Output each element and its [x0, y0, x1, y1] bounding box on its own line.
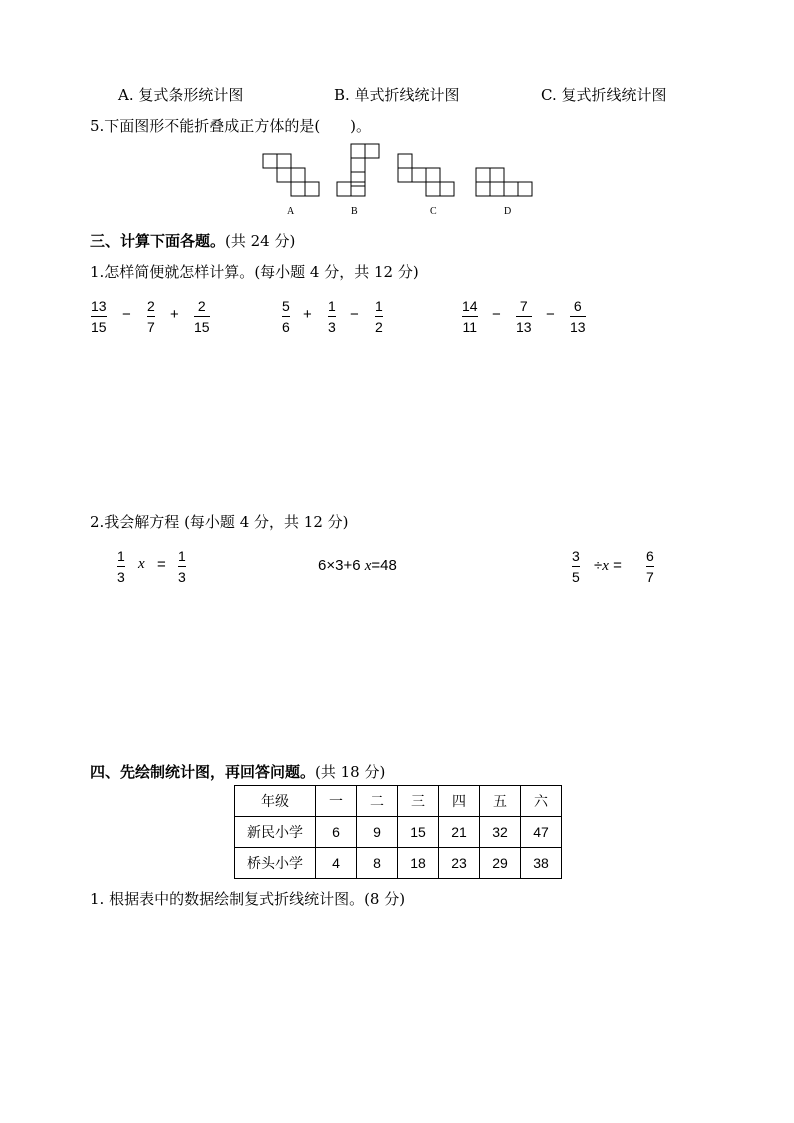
section-3-score: (共 24 分)	[225, 232, 296, 250]
net-c	[398, 154, 454, 196]
equation-2: 6×3+6 x=48	[318, 557, 397, 574]
cube-net-figures	[255, 140, 545, 200]
figure-label-a: A	[287, 206, 295, 217]
grade-table	[234, 785, 562, 879]
fraction: 3 5	[572, 548, 580, 585]
table-header: 一	[316, 786, 357, 817]
option-b: B. 单式折线统计图	[334, 86, 460, 104]
section-4-heading	[90, 761, 385, 782]
row-label: 桥头小学	[235, 848, 316, 879]
table-cell: 21	[439, 817, 480, 848]
net-d	[476, 168, 532, 196]
section-3-title: 三、计算下面各题。	[90, 232, 226, 250]
operator: +	[170, 306, 179, 323]
section-3-heading	[90, 230, 295, 251]
table-cell: 15	[398, 817, 439, 848]
fraction: 2 15	[194, 298, 210, 335]
table-header: 二	[357, 786, 398, 817]
variable-x: x	[364, 558, 372, 574]
operator: +	[303, 306, 312, 323]
table-row	[235, 848, 562, 879]
table-cell: 6	[316, 817, 357, 848]
table-cell: 38	[521, 848, 562, 879]
table-header: 五	[480, 786, 521, 817]
table-cell: 9	[357, 817, 398, 848]
table-header-row	[235, 786, 562, 817]
table-cell: 18	[398, 848, 439, 879]
fraction: 1 3	[328, 298, 336, 335]
variable-x: x	[138, 556, 145, 572]
question-5: 5.下面图形不能折叠成正方体的是( )。	[90, 117, 372, 135]
table-header: 六	[521, 786, 562, 817]
net-a	[263, 154, 319, 196]
operator: −	[122, 306, 131, 323]
figure-label-d: D	[504, 206, 512, 217]
section-4-sub1: 1. 根据表中的数据绘制复式折线统计图。(8 分)	[90, 890, 406, 908]
table-cell: 23	[439, 848, 480, 879]
row-label: 新民小学	[235, 817, 316, 848]
figure-label-c: C	[430, 206, 437, 217]
fraction: 1 3	[117, 548, 125, 585]
fraction: 1 2	[375, 298, 383, 335]
table-row	[235, 817, 562, 848]
section-3-sub1: 1.怎样简便就怎样计算。(每小题 4 分，共 12 分)	[90, 263, 419, 281]
fraction: 5 6	[282, 298, 290, 335]
fraction: 2 7	[147, 298, 155, 335]
fraction: 6 13	[570, 298, 586, 335]
table-cell: 29	[480, 848, 521, 879]
table-cell: 4	[316, 848, 357, 879]
section-3-sub2: 2.我会解方程 (每小题 4 分，共 12 分)	[90, 513, 349, 531]
operator: −	[546, 306, 555, 323]
equals-sign: =	[157, 556, 166, 573]
option-c: C. 复式折线统计图	[541, 86, 667, 104]
operator: −	[492, 306, 501, 323]
table-cell: 8	[357, 848, 398, 879]
operator: −	[350, 306, 359, 323]
figure-label-b: B	[351, 206, 358, 217]
fraction: 13 15	[91, 298, 107, 335]
fraction: 6 7	[646, 548, 654, 585]
section-4-title: 四、先绘制统计图，再回答问题。	[90, 763, 316, 781]
equation-3-middle: ÷x =	[594, 557, 622, 574]
table-header: 三	[398, 786, 439, 817]
fraction: 7 13	[516, 298, 532, 335]
option-a: A. 复式条形统计图	[118, 86, 244, 104]
fraction: 14 11	[462, 298, 478, 335]
net-b	[337, 144, 379, 196]
variable-x: x	[602, 558, 609, 574]
table-cell: 47	[521, 817, 562, 848]
table-header: 年级	[235, 786, 316, 817]
section-4-score: (共 18 分)	[315, 763, 386, 781]
table-cell: 32	[480, 817, 521, 848]
table-header: 四	[439, 786, 480, 817]
fraction: 1 3	[178, 548, 186, 585]
